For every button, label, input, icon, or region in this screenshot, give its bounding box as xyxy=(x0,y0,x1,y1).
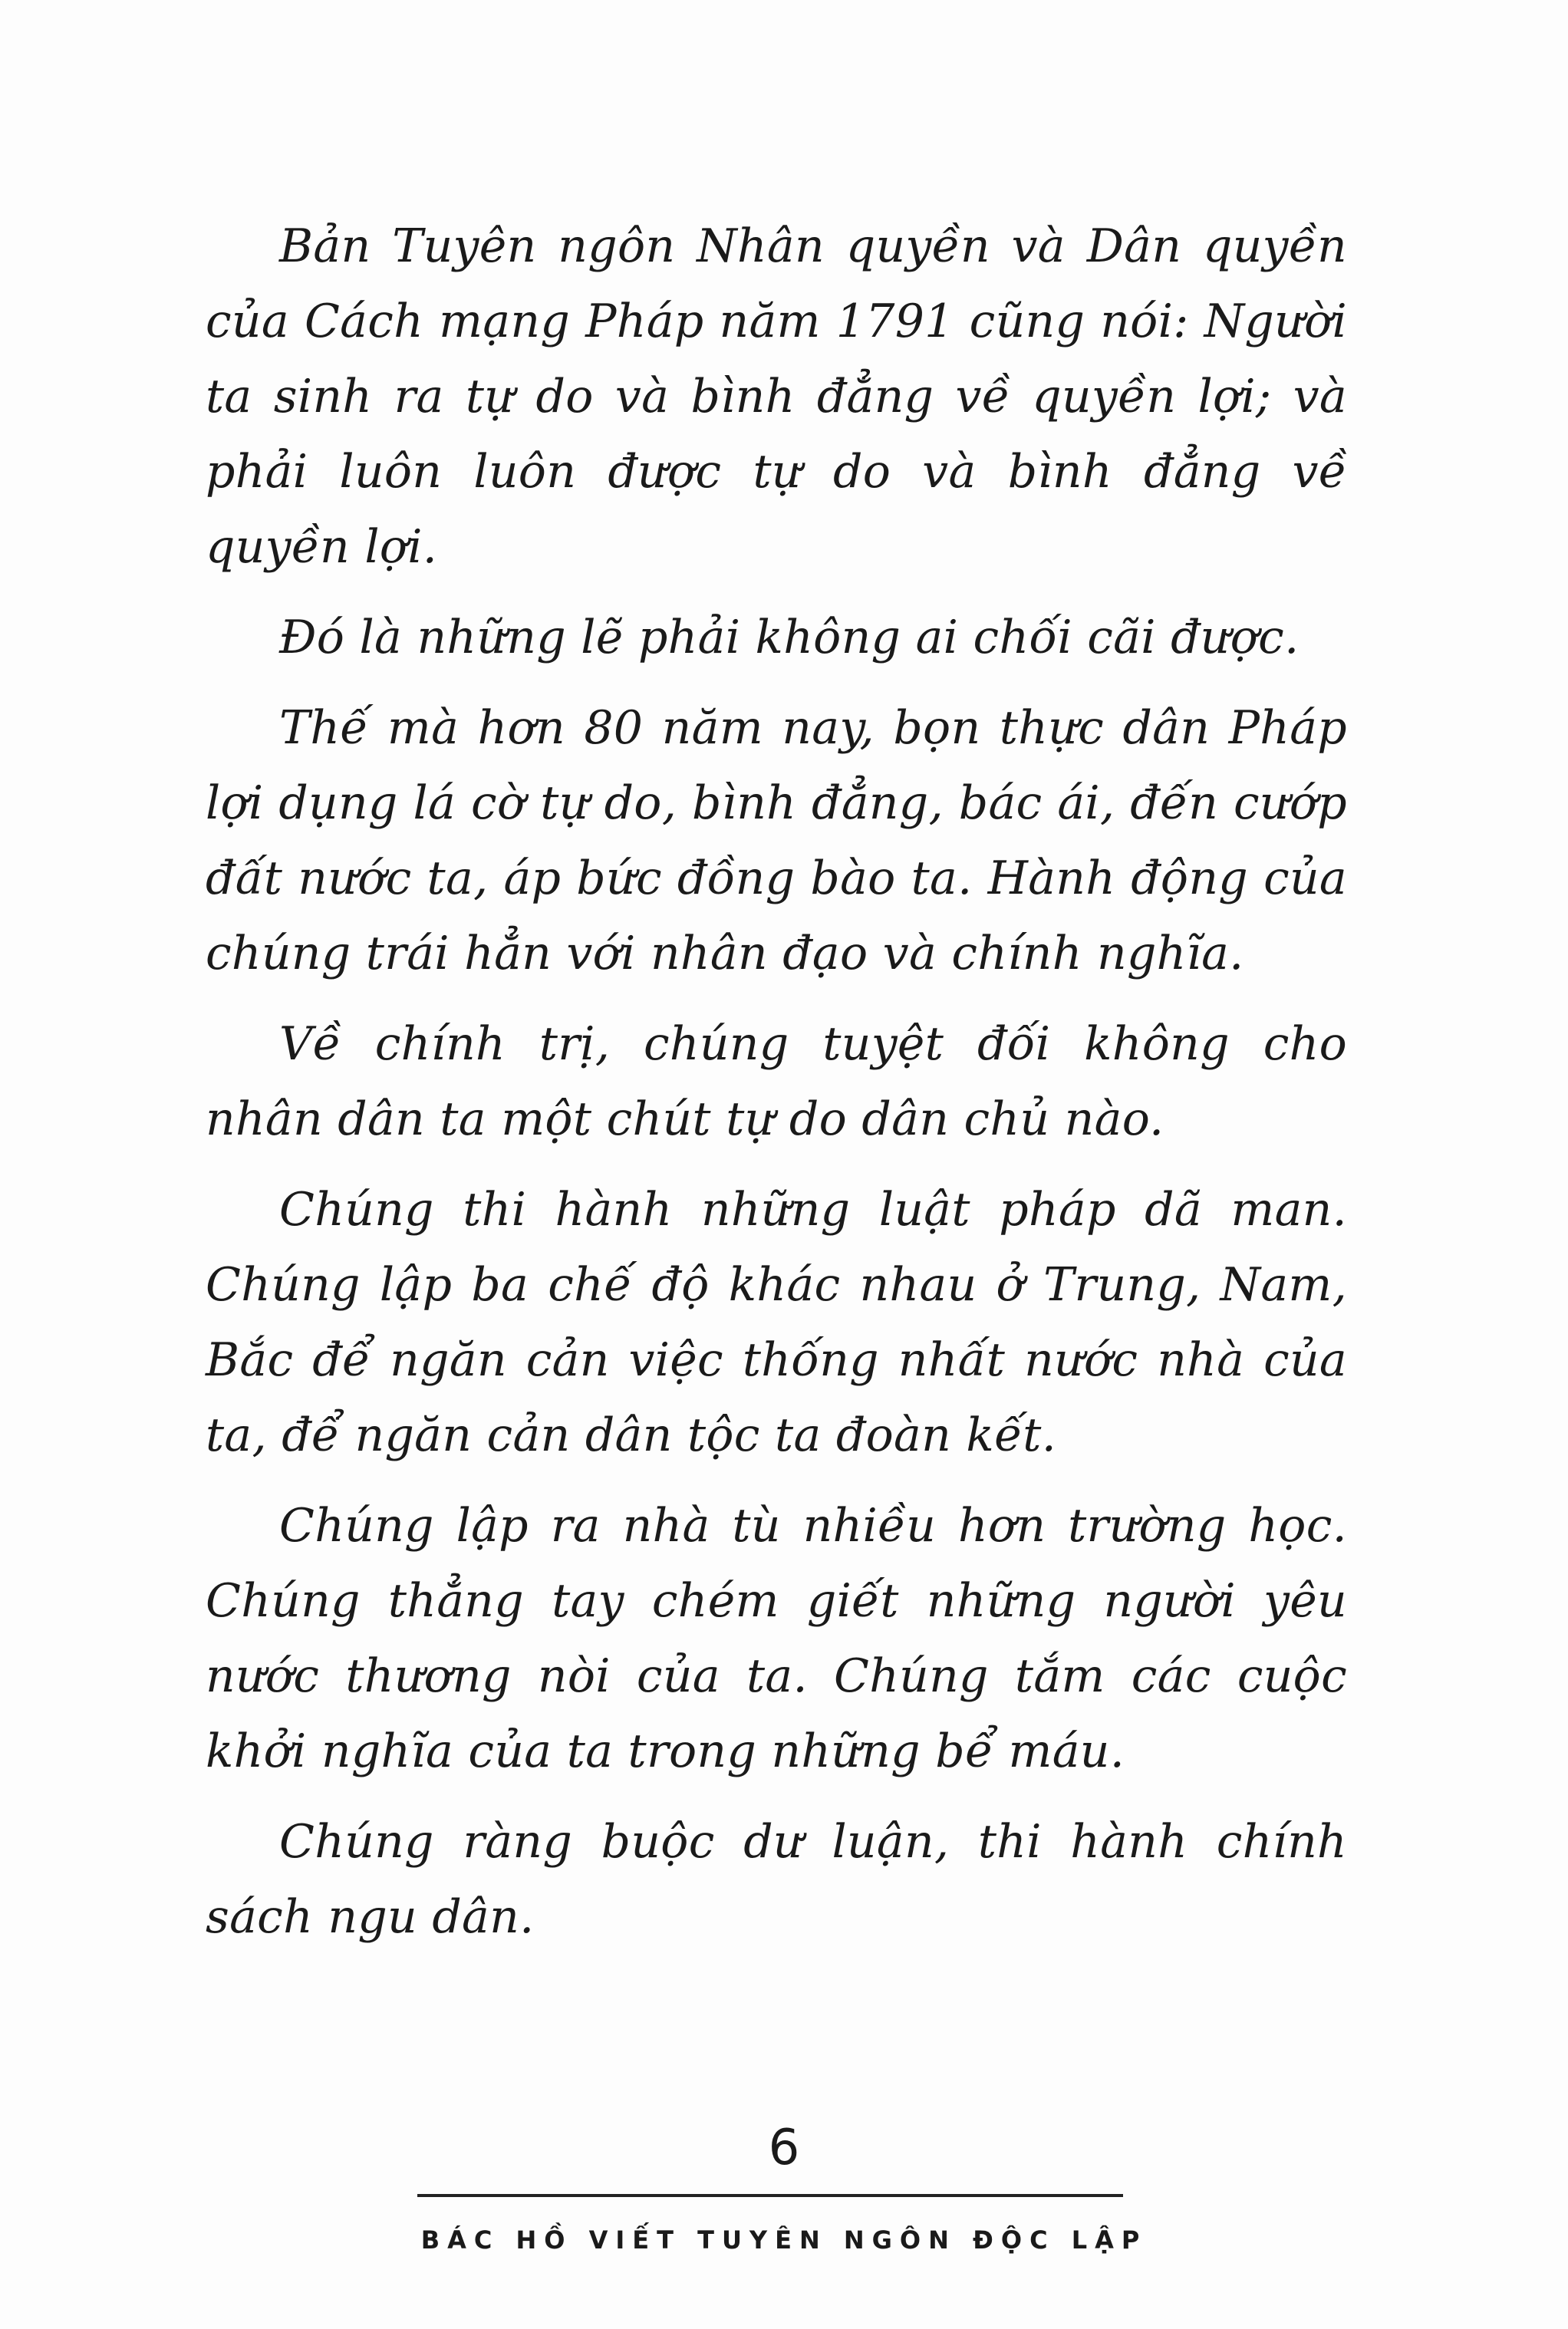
running-footer: BÁC HỒ VIẾT TUYÊN NGÔN ĐỘC LẬP xyxy=(420,2225,1148,2255)
paragraph: Đó là những lẽ phải không ai chối cãi được. xyxy=(279,611,1300,664)
paragraph: Về chính trị, chúng tuyệt đối không cho nhân dân ta một chút tự do dân chủ nào. xyxy=(206,1017,1347,1146)
paragraph: Chúng thi hành những luật pháp dã man. Chúng lập ba chế độ khác nhau ở Trung, Nam, Bắc để ngăn cản việc thống nhất nước nhà của ta, để ngăn cản dân tộc ta đoàn kết. xyxy=(206,1183,1347,1462)
paragraph: Thế mà hơn 80 năm nay, bọn thực dân Pháp lợi dụng lá cờ tự do, bình đẳng, bác ái, đến cướp đất nước ta, áp bức đồng bào ta. Hành động của chúng trái hẳn với nhân đạo và chính nghĩa. xyxy=(206,701,1347,980)
footer-divider xyxy=(417,2194,1123,2197)
page-number: 6 xyxy=(768,2120,800,2176)
paragraph: Bản Tuyên ngôn Nhân quyền và Dân quyền của Cách mạng Pháp năm 1791 cũng nói: Người ta sinh ra tự do và bình đẳng về quyền lợi; và phải luôn luôn được tự do và bình đẳng về quyền lợi. xyxy=(206,219,1347,574)
paragraph: Chúng ràng buộc dư luận, thi hành chính sách ngu dân. xyxy=(206,1815,1347,1944)
paragraph: Chúng lập ra nhà tù nhiều hơn trường học. Chúng thẳng tay chém giết những người yêu nước thương nòi của ta. Chúng tắm các cuộc khởi nghĩa của ta trong những bể máu. xyxy=(206,1499,1347,1778)
body-text xyxy=(206,209,1347,1970)
